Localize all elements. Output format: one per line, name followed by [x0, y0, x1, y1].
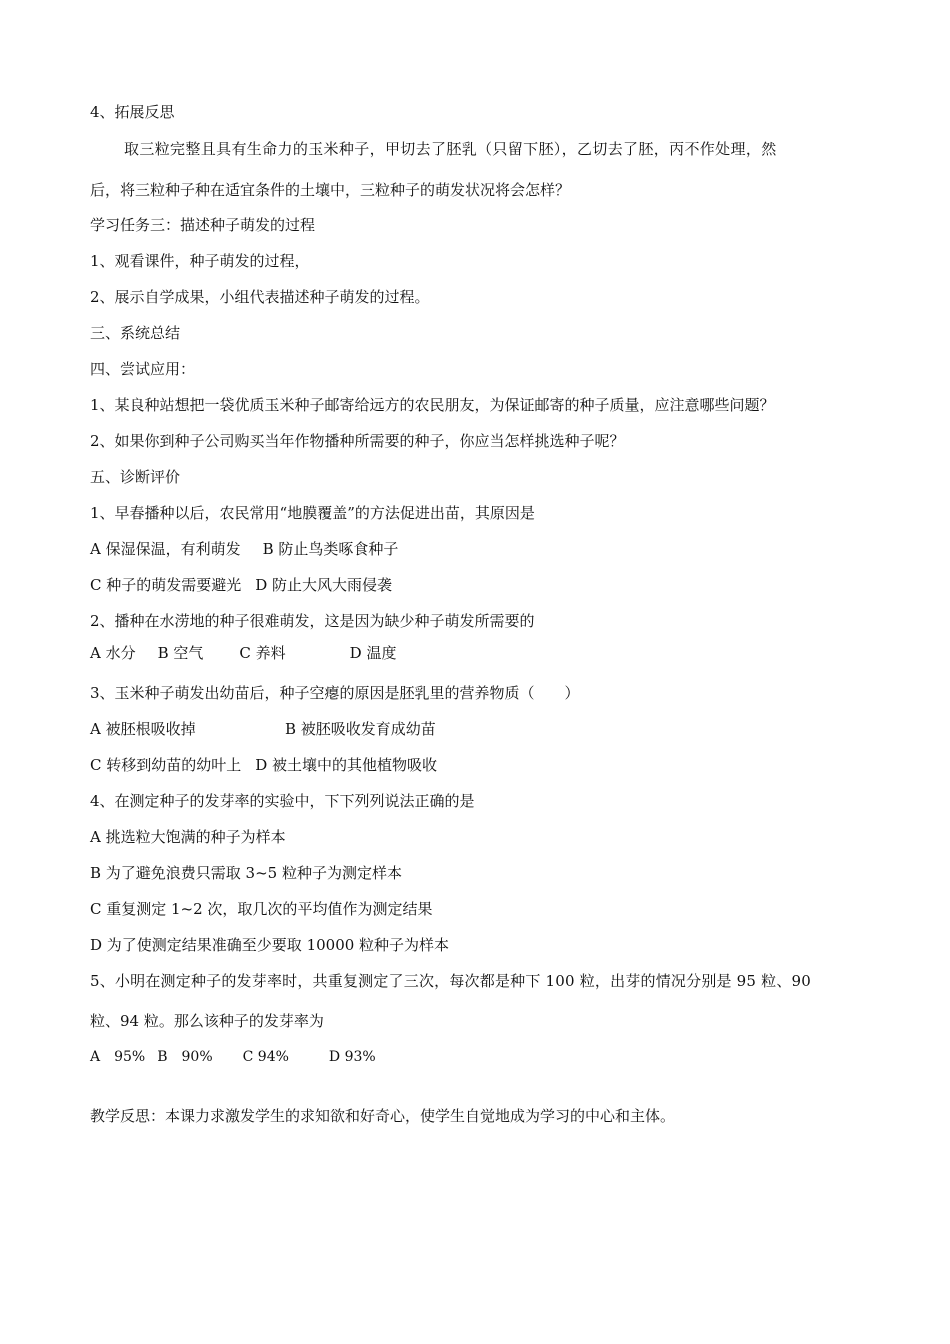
q3-option-d: D 被土壤中的其他植物吸收: [255, 756, 438, 774]
q1-option-c: C 种子的萌发需要避光: [90, 576, 242, 594]
task3-item-1: 1、观看课件，种子萌发的过程，: [90, 252, 310, 270]
question-5-stem-line-2: 粒、94 粒。那么该种子的发芽率为: [90, 1012, 324, 1030]
apply-item-2: 2、如果你到种子公司购买当年作物播种所需要的种子，你应当怎样挑选种子呢？: [90, 432, 625, 450]
q5-option-a: A 95%: [90, 1049, 146, 1065]
extension-body-line-1: 取三粒完整且具有生命力的玉米种子，甲切去了胚乳（只留下胚），乙切去了胚，丙不作处理，然: [124, 140, 777, 158]
summary-heading: 三、系统总结: [90, 324, 181, 342]
task3-item-2: 2、展示自学成果，小组代表描述种子萌发的过程。: [90, 288, 430, 306]
question-2-options: [90, 643, 396, 663]
apply-item-1: 1、某良种站想把一袋优质玉米种子邮寄给远方的农民朋友，为保证邮寄的种子质量，应注意哪些问题？: [90, 396, 775, 414]
question-5-stem-line-1: 5、小明在测定种子的发芽率时，共重复测定了三次，每次都是种下 100 粒，出芽的情况分别是 95 粒、90: [90, 972, 812, 990]
apply-heading: 四、尝试应用：: [90, 360, 196, 378]
q4-option-a: A 挑选粒大饱满的种子为样本: [90, 828, 286, 846]
question-1-options-ab: [90, 539, 398, 559]
q2-option-a: A 水分: [90, 644, 136, 662]
q5-option-d: D 93%: [328, 1049, 376, 1065]
extension-heading: 4、拓展反思: [90, 103, 175, 121]
q4-option-c: C 重复测定 1~2 次，取几次的平均值作为测定结果: [90, 900, 433, 918]
question-3-stem: 3、玉米种子萌发出幼苗后，种子空瘪的原因是胚乳里的营养物质（ ）: [90, 684, 580, 702]
task3-heading: 学习任务三：描述种子萌发的过程: [90, 216, 316, 234]
q2-option-c: C 养料: [239, 644, 286, 662]
evaluation-heading: 五、诊断评价: [90, 468, 181, 486]
q4-option-d: D 为了使测定结果准确至少要取 10000 粒种子为样本: [90, 936, 450, 954]
question-3-options-cd: [90, 755, 437, 775]
question-1-stem: 1、早春播种以后，农民常用“地膜覆盖”的方法促进出苗，其原因是: [90, 504, 535, 522]
q3-option-a: A 被胚根吸收掉: [90, 720, 196, 738]
q1-option-b: B 防止鸟类啄食种子: [262, 540, 399, 558]
q1-option-a: A 保湿保温，有利萌发: [90, 540, 241, 558]
question-4-stem: 4、在测定种子的发芽率的实验中，下下列列说法正确的是: [90, 792, 475, 810]
q5-option-c: C 94%: [242, 1049, 289, 1065]
q5-option-b: B 90%: [157, 1049, 213, 1065]
q3-option-c: C 转移到幼苗的幼叶上: [90, 756, 242, 774]
question-2-stem: 2、播种在水涝地的种子很难萌发，这是因为缺少种子萌发所需要的: [90, 612, 535, 630]
q1-option-d: D 防止大风大雨侵袭: [255, 576, 393, 594]
extension-body-line-2: 后，将三粒种子种在适宜条件的土壤中，三粒种子的萌发状况将会怎样？: [90, 181, 571, 199]
teaching-reflection: 教学反思：本课力求激发学生的求知欲和好奇心，使学生自觉地成为学习的中心和主体。: [90, 1107, 676, 1125]
q2-option-b: B 空气: [157, 644, 204, 662]
q3-option-b: B 被胚吸收发育成幼苗: [285, 720, 436, 738]
q2-option-d: D 温度: [349, 644, 397, 662]
question-1-options-cd: [90, 575, 392, 595]
question-3-options-ab: [90, 719, 436, 739]
q4-option-b: B 为了避免浪费只需取 3~5 粒种子为测定样本: [90, 864, 402, 882]
question-5-options: [90, 1047, 376, 1067]
